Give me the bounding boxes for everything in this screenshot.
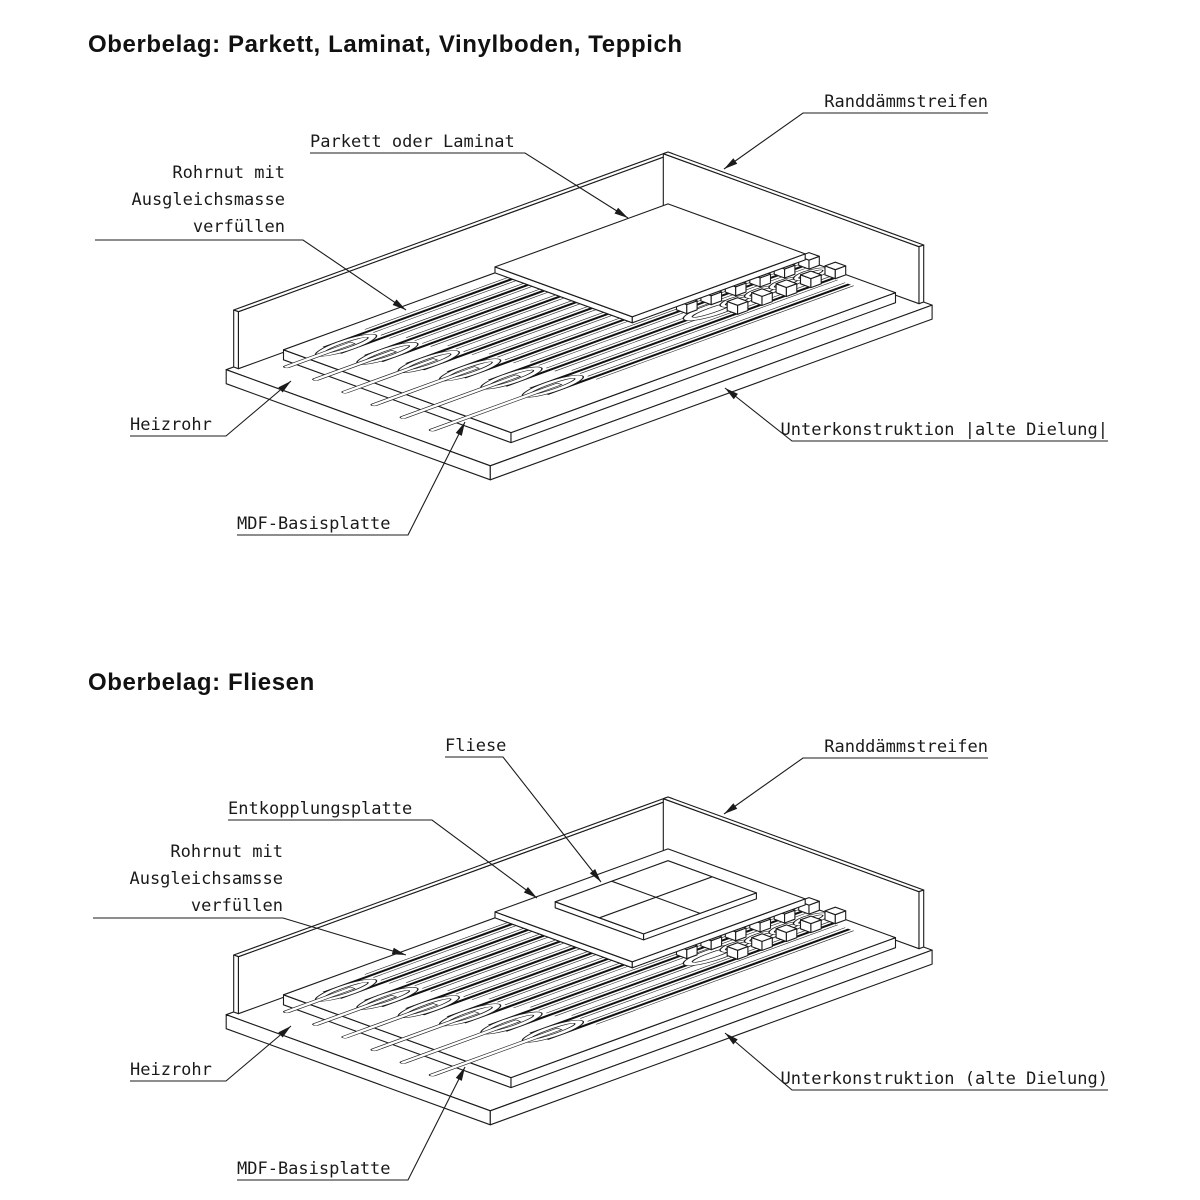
label-rohrnut-2-line2: Ausgleichsamsse — [129, 869, 283, 889]
edge-strip-right-end — [919, 890, 924, 949]
label-rohrnut-1-line1: Rohrnut mit — [172, 163, 285, 183]
label-randdaemmstreifen-2: Randdämmstreifen — [824, 737, 988, 757]
label-fliese: Fliese — [445, 736, 507, 756]
label-rohrnut-2-line3: verfüllen — [190, 896, 283, 916]
label-mdf-basisplatte-2: MDF-Basisplatte — [237, 1159, 391, 1179]
label-rohrnut-1-line3: verfüllen — [192, 217, 285, 237]
label-unterkonstruktion-1: Unterkonstruktion |alte Dielung| — [780, 420, 1108, 440]
label-entkopplungsplatte: Entkopplungsplatte — [228, 799, 413, 819]
label-rohrnut-2-line1: Rohrnut mit — [170, 842, 283, 862]
title-parkett: Oberbelag: Parkett, Laminat, Vinylboden, Teppich — [88, 31, 683, 58]
label-unterkonstruktion-2: Unterkonstruktion (alte Dielung) — [780, 1069, 1108, 1089]
edge-strip-left-end — [234, 310, 239, 369]
edge-strip-left-end — [234, 955, 239, 1014]
label-rohrnut-1-line2: Ausgleichsmasse — [131, 190, 285, 210]
label-heizrohr-2: Heizrohr — [130, 1060, 212, 1080]
label-parkett-oder-laminat: Parkett oder Laminat — [310, 132, 515, 152]
label-randdaemmstreifen-1: Randdämmstreifen — [824, 92, 988, 112]
title-fliesen: Oberbelag: Fliesen — [88, 669, 315, 696]
label-mdf-basisplatte-1: MDF-Basisplatte — [237, 514, 391, 534]
edge-strip-right-end — [919, 245, 924, 304]
label-heizrohr-1: Heizrohr — [130, 415, 212, 435]
